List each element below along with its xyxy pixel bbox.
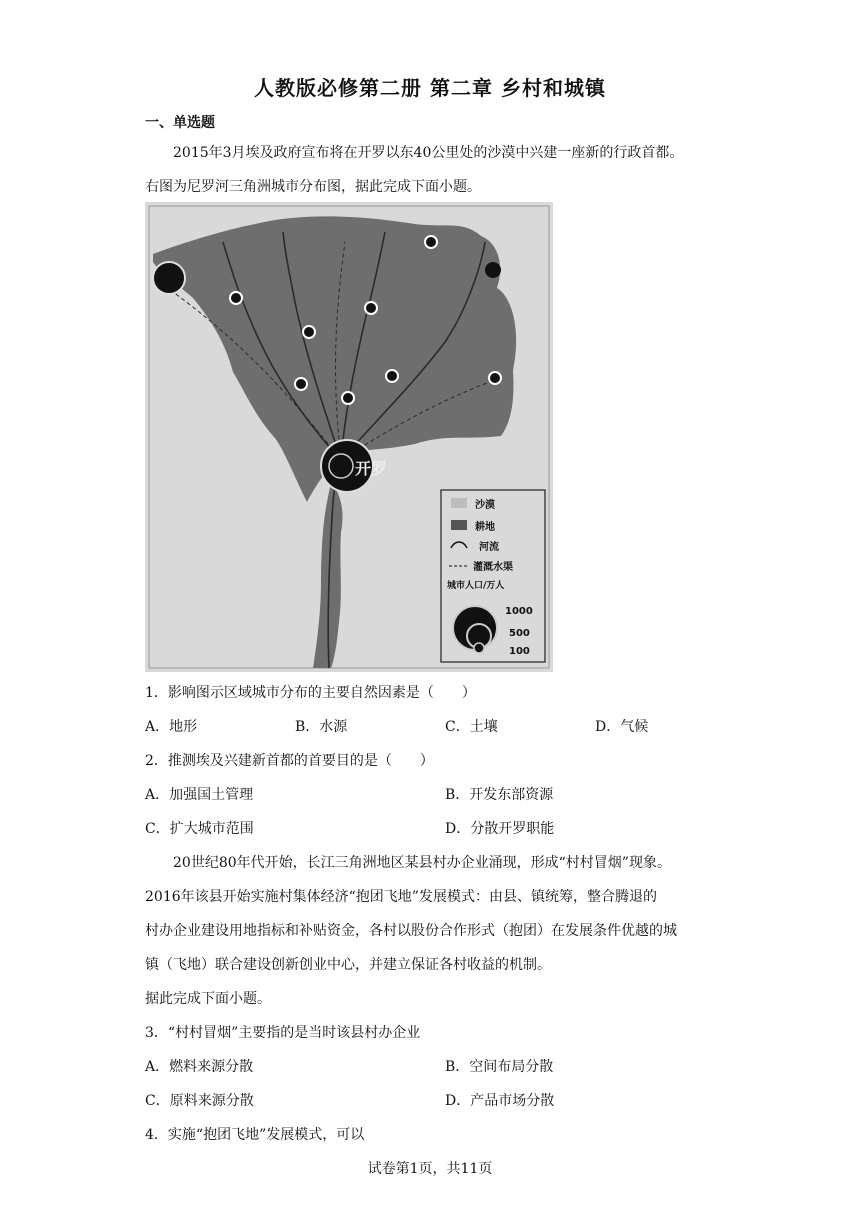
city-2 — [365, 302, 377, 314]
q2-option-c: C．扩大城市范围 — [145, 821, 254, 837]
q3-option-c: C．原料来源分散 — [145, 1093, 254, 1109]
page-title: 人教版必修第二册 第二章 乡村和城镇 — [254, 76, 606, 100]
city-4 — [295, 378, 307, 390]
city-north — [425, 236, 437, 248]
legend-size-label-1000: 1000 — [505, 606, 533, 617]
nile-delta-map — [145, 202, 553, 672]
q3-option-b: B．空间布局分散 — [445, 1059, 554, 1075]
legend-farmland-swatch — [451, 520, 467, 530]
intro-line-1: 2015年3月埃及政府宣布将在开罗以东40公里处的沙漠中兴建一座新的行政首都。 — [173, 145, 684, 161]
passage-line-3: 村办企业建设用地指标和补贴资金，各村以股份合作形式（抱团）在发展条件优越的城 — [145, 923, 677, 939]
city-3 — [303, 326, 315, 338]
legend-river: 河流 — [479, 542, 499, 553]
city-cairo-inner — [329, 454, 353, 478]
q2-option-a: A．加强国土管理 — [145, 787, 254, 803]
q1-option-c: C．土壤 — [445, 719, 498, 735]
q2-stem: 2．推测埃及兴建新首都的首要目的是（ ） — [145, 753, 434, 769]
city-alexandria — [153, 262, 185, 294]
legend-farmland: 耕地 — [475, 522, 495, 533]
passage-line-1: 20世纪80年代开始，长江三角洲地区某县村办企业涌现，形成“村村冒烟”现象。 — [173, 855, 671, 871]
city-6 — [386, 370, 398, 382]
map-legend — [441, 490, 545, 662]
city-port-said — [485, 262, 501, 278]
cairo-label: 开罗 — [355, 459, 388, 478]
q1-option-b: B．水源 — [295, 719, 348, 735]
q1-option-d: D．气候 — [595, 719, 649, 735]
q3-option-d: D．产品市场分散 — [445, 1093, 555, 1109]
legend-population-title: 城市人口/万人 — [447, 581, 505, 591]
intro-line-2: 右图为尼罗河三角洲城市分布图，据此完成下面小题。 — [145, 179, 481, 195]
q1-stem: 1．影响图示区域城市分布的主要自然因素是（ ） — [145, 685, 476, 701]
legend-canal: 灌溉水渠 — [473, 562, 513, 573]
city-1 — [230, 292, 242, 304]
q2-option-d: D．分散开罗职能 — [445, 821, 555, 837]
city-5 — [342, 392, 354, 404]
legend-size-label-100: 100 — [509, 646, 530, 657]
q2-option-b: B．开发东部资源 — [445, 787, 554, 803]
legend-size-label-500: 500 — [509, 628, 530, 639]
q4-stem: 4．实施“抱团飞地”发展模式，可以 — [145, 1127, 365, 1143]
q1-option-a: A．地形 — [145, 719, 198, 735]
section-heading: 一、单选题 — [145, 115, 215, 131]
legend-desert-swatch — [451, 498, 467, 508]
q3-stem: 3．“村村冒烟”主要指的是当时该县村办企业 — [145, 1025, 421, 1041]
city-7 — [489, 372, 501, 384]
passage-line-2: 2016年该县开始实施村集体经济“抱团飞地”发展模式：由县、镇统筹，整合腾退的 — [145, 889, 657, 905]
legend-size-100 — [474, 643, 484, 653]
page-footer: 试卷第1页，共11页 — [367, 1161, 493, 1177]
passage-line-5: 据此完成下面小题。 — [145, 991, 271, 1007]
legend-desert: 沙漠 — [475, 500, 495, 511]
q3-option-a: A．燃料来源分散 — [145, 1059, 254, 1075]
passage-line-4: 镇（飞地）联合建设创新创业中心，并建立保证各村收益的机制。 — [145, 957, 551, 973]
